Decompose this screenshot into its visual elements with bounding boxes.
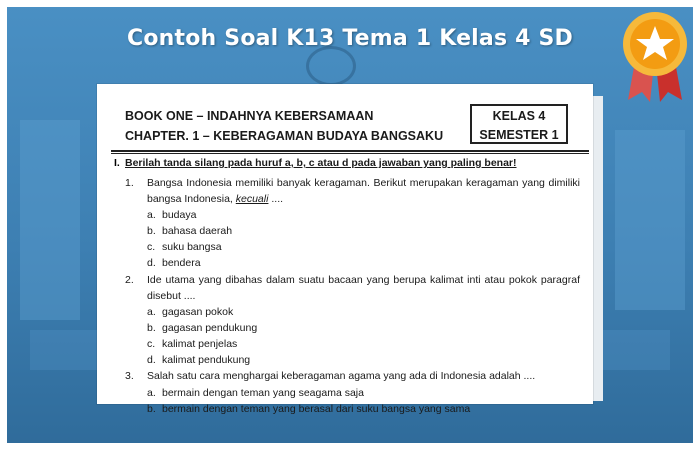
option-letter: b.	[147, 322, 156, 334]
option	[147, 336, 580, 352]
option-letter: a.	[147, 306, 156, 318]
option-text: bermain dengan teman yang seagama saja	[162, 386, 364, 399]
option-text: bermain dengan teman yang berasal dari suku bangsa yang sama	[162, 402, 471, 415]
question-text: Salah satu cara menghargai keberagaman agama yang ada di Indonesia adalah ....	[147, 370, 536, 382]
question-number: 1.	[125, 177, 134, 189]
option	[147, 239, 580, 255]
grade-box	[470, 104, 568, 144]
option-letter: d.	[147, 257, 156, 269]
chapter-title: CHAPTER. 1 – KEBERAGAMAN BUDAYA BANGSAKU	[125, 129, 444, 143]
question-text-part: ....	[268, 192, 284, 205]
page-title: Contoh Soal K13 Tema 1 Kelas 4 SD	[127, 26, 573, 51]
option-letter: a.	[147, 386, 156, 399]
option	[147, 304, 580, 320]
option	[147, 320, 580, 336]
option-letter: b.	[147, 402, 156, 415]
option-text: bahasa daerah	[162, 225, 233, 237]
question-emphasis: kecuali	[235, 192, 269, 205]
instruction-text: Berilah tanda silang pada huruf a, b, c atau d pada jawaban yang paling benar!	[125, 157, 517, 169]
option-letter: a.	[147, 209, 156, 221]
option-letter: c.	[147, 338, 156, 350]
option-text: kalimat pendukung	[162, 354, 251, 366]
option	[147, 401, 580, 417]
question-2	[125, 273, 580, 368]
header-divider	[111, 150, 589, 152]
option-text: gagasan pendukung	[162, 322, 258, 334]
option-letter: b.	[147, 225, 156, 237]
option-letter: c.	[147, 241, 156, 253]
question-number: 3.	[125, 370, 134, 382]
worksheet-document	[97, 84, 593, 415]
book-title: BOOK ONE – INDAHNYA KEBERSAMAAN	[125, 109, 374, 123]
option	[147, 207, 580, 223]
option	[147, 223, 580, 239]
question-number: 2.	[125, 274, 134, 286]
question-1	[125, 176, 580, 271]
question-text-part: Bangsa Indonesia memiliki banyak keragaman. Berikut merupakan keragaman yang dimiliki bangsa Indonesia,	[147, 177, 580, 205]
option	[147, 255, 580, 271]
header-divider-thin	[111, 153, 589, 154]
paper-shadow	[593, 96, 603, 401]
question-text	[147, 176, 580, 207]
option	[147, 352, 580, 368]
option-letter: d.	[147, 354, 156, 366]
option-text: bendera	[162, 257, 201, 269]
option-text: kalimat penjelas	[162, 338, 238, 350]
option-text: budaya	[162, 209, 197, 221]
question-3	[125, 369, 580, 417]
option-text: suku bangsa	[162, 241, 222, 253]
section-marker: I.	[114, 157, 120, 169]
option	[147, 385, 580, 401]
semester-label: SEMESTER 1	[479, 128, 559, 142]
option-text: gagasan pokok	[162, 306, 234, 318]
grade-label: KELAS 4	[492, 109, 546, 123]
star-ribbon-icon	[618, 8, 692, 104]
question-text: Ide utama yang dibahas dalam suatu bacaan yang berupa kalimat inti atau pokok paragraf disebut ....	[147, 274, 580, 302]
document-heading	[125, 106, 443, 146]
